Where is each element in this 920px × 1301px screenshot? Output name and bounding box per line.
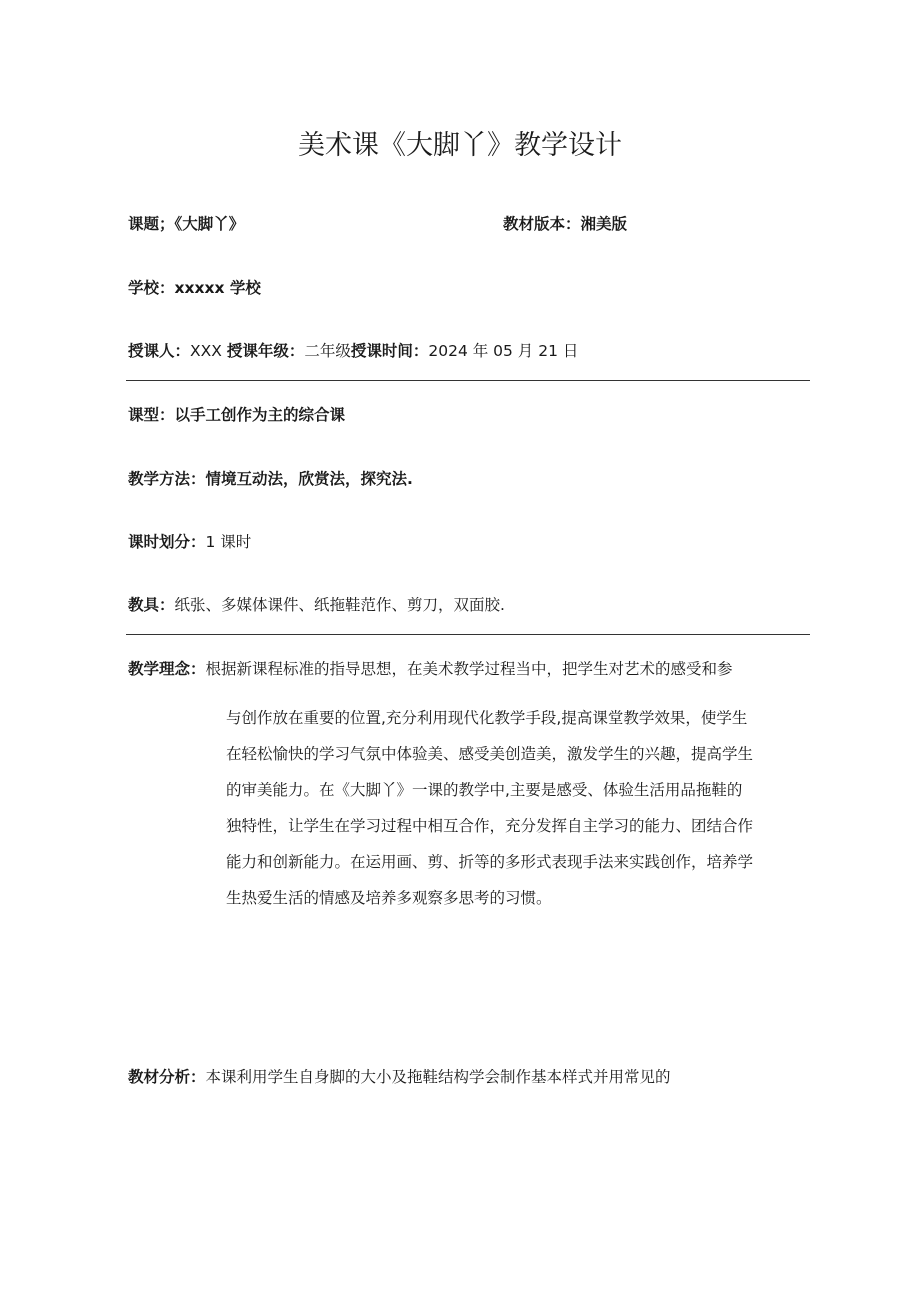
topic-value: 《大脚丫》	[174, 215, 245, 233]
periods-row	[128, 530, 251, 554]
philosophy-line: 与创作放在重要的位置,充分利用现代化教学手段,提高课堂教学效果，使学生	[226, 709, 748, 727]
time-label: 授课时间：	[350, 342, 429, 360]
tools-row	[128, 593, 505, 617]
analysis-row	[128, 1065, 671, 1089]
edition-row	[503, 212, 627, 236]
lesson-type-row	[128, 403, 345, 427]
tools-label: 教具：	[128, 596, 175, 614]
time-value: 2024 年 05 月 21 日	[428, 342, 579, 360]
philosophy-first-line: 根据新课程标准的指导思想，在美术教学过程当中，把学生对艺术的感受和参	[205, 660, 733, 678]
teacher-value: XXX	[190, 342, 222, 360]
philosophy-label: 教学理念：	[128, 660, 206, 678]
analysis-label: 教材分析：	[128, 1068, 206, 1086]
school-label: 学校：	[128, 279, 175, 297]
page-title: 美术课《大脚丫》教学设计	[298, 130, 622, 161]
philosophy-paragraph	[226, 700, 810, 916]
lesson-type-label: 课型：	[128, 406, 175, 424]
analysis-value: 本课利用学生自身脚的大小及拖鞋结构学会制作基本样式并用常见的	[205, 1068, 671, 1086]
method-value: 情境互动法，欣赏法，探究法.	[205, 470, 413, 488]
edition-label: 教材版本：	[503, 215, 581, 233]
divider-rule-2	[126, 634, 810, 635]
philosophy-line: 在轻松愉快的学习气氛中体验美、感受美创造美，激发学生的兴趣，提高学生	[226, 745, 754, 763]
philosophy-line: 生热爱生活的情感及培养多观察多思考的习惯。	[226, 889, 552, 907]
topic-label: 课题；	[128, 215, 175, 233]
teacher-row	[128, 339, 578, 363]
lesson-type-value: 以手工创作为主的综合课	[174, 406, 346, 424]
school-row	[128, 276, 261, 300]
grade-label: 授课年级：	[226, 342, 305, 360]
school-value: xxxxx 学校	[174, 279, 261, 297]
method-row	[128, 467, 413, 491]
divider-rule-1	[126, 380, 810, 381]
method-label: 教学方法：	[128, 470, 206, 488]
philosophy-first-row	[128, 657, 733, 681]
teacher-label: 授课人：	[128, 342, 191, 360]
topic-row	[128, 212, 244, 236]
philosophy-line: 独特性，让学生在学习过程中相互合作，充分发挥自主学习的能力、团结合作	[226, 817, 754, 835]
tools-value: 纸张、多媒体课件、纸拖鞋范作、剪刀，双面胶.	[174, 596, 505, 614]
philosophy-line: 能力和创新能力。在运用画、剪、折等的多形式表现手法来实践创作，培养学	[226, 853, 754, 871]
edition-value: 湘美版	[580, 215, 628, 233]
periods-value: 1 课时	[205, 533, 252, 551]
periods-label: 课时划分：	[128, 533, 206, 551]
philosophy-line: 的审美能力。在《大脚丫》一课的教学中,主要是感受、体验生活用品拖鞋的	[226, 781, 743, 799]
grade-value: 二年级	[304, 342, 351, 360]
